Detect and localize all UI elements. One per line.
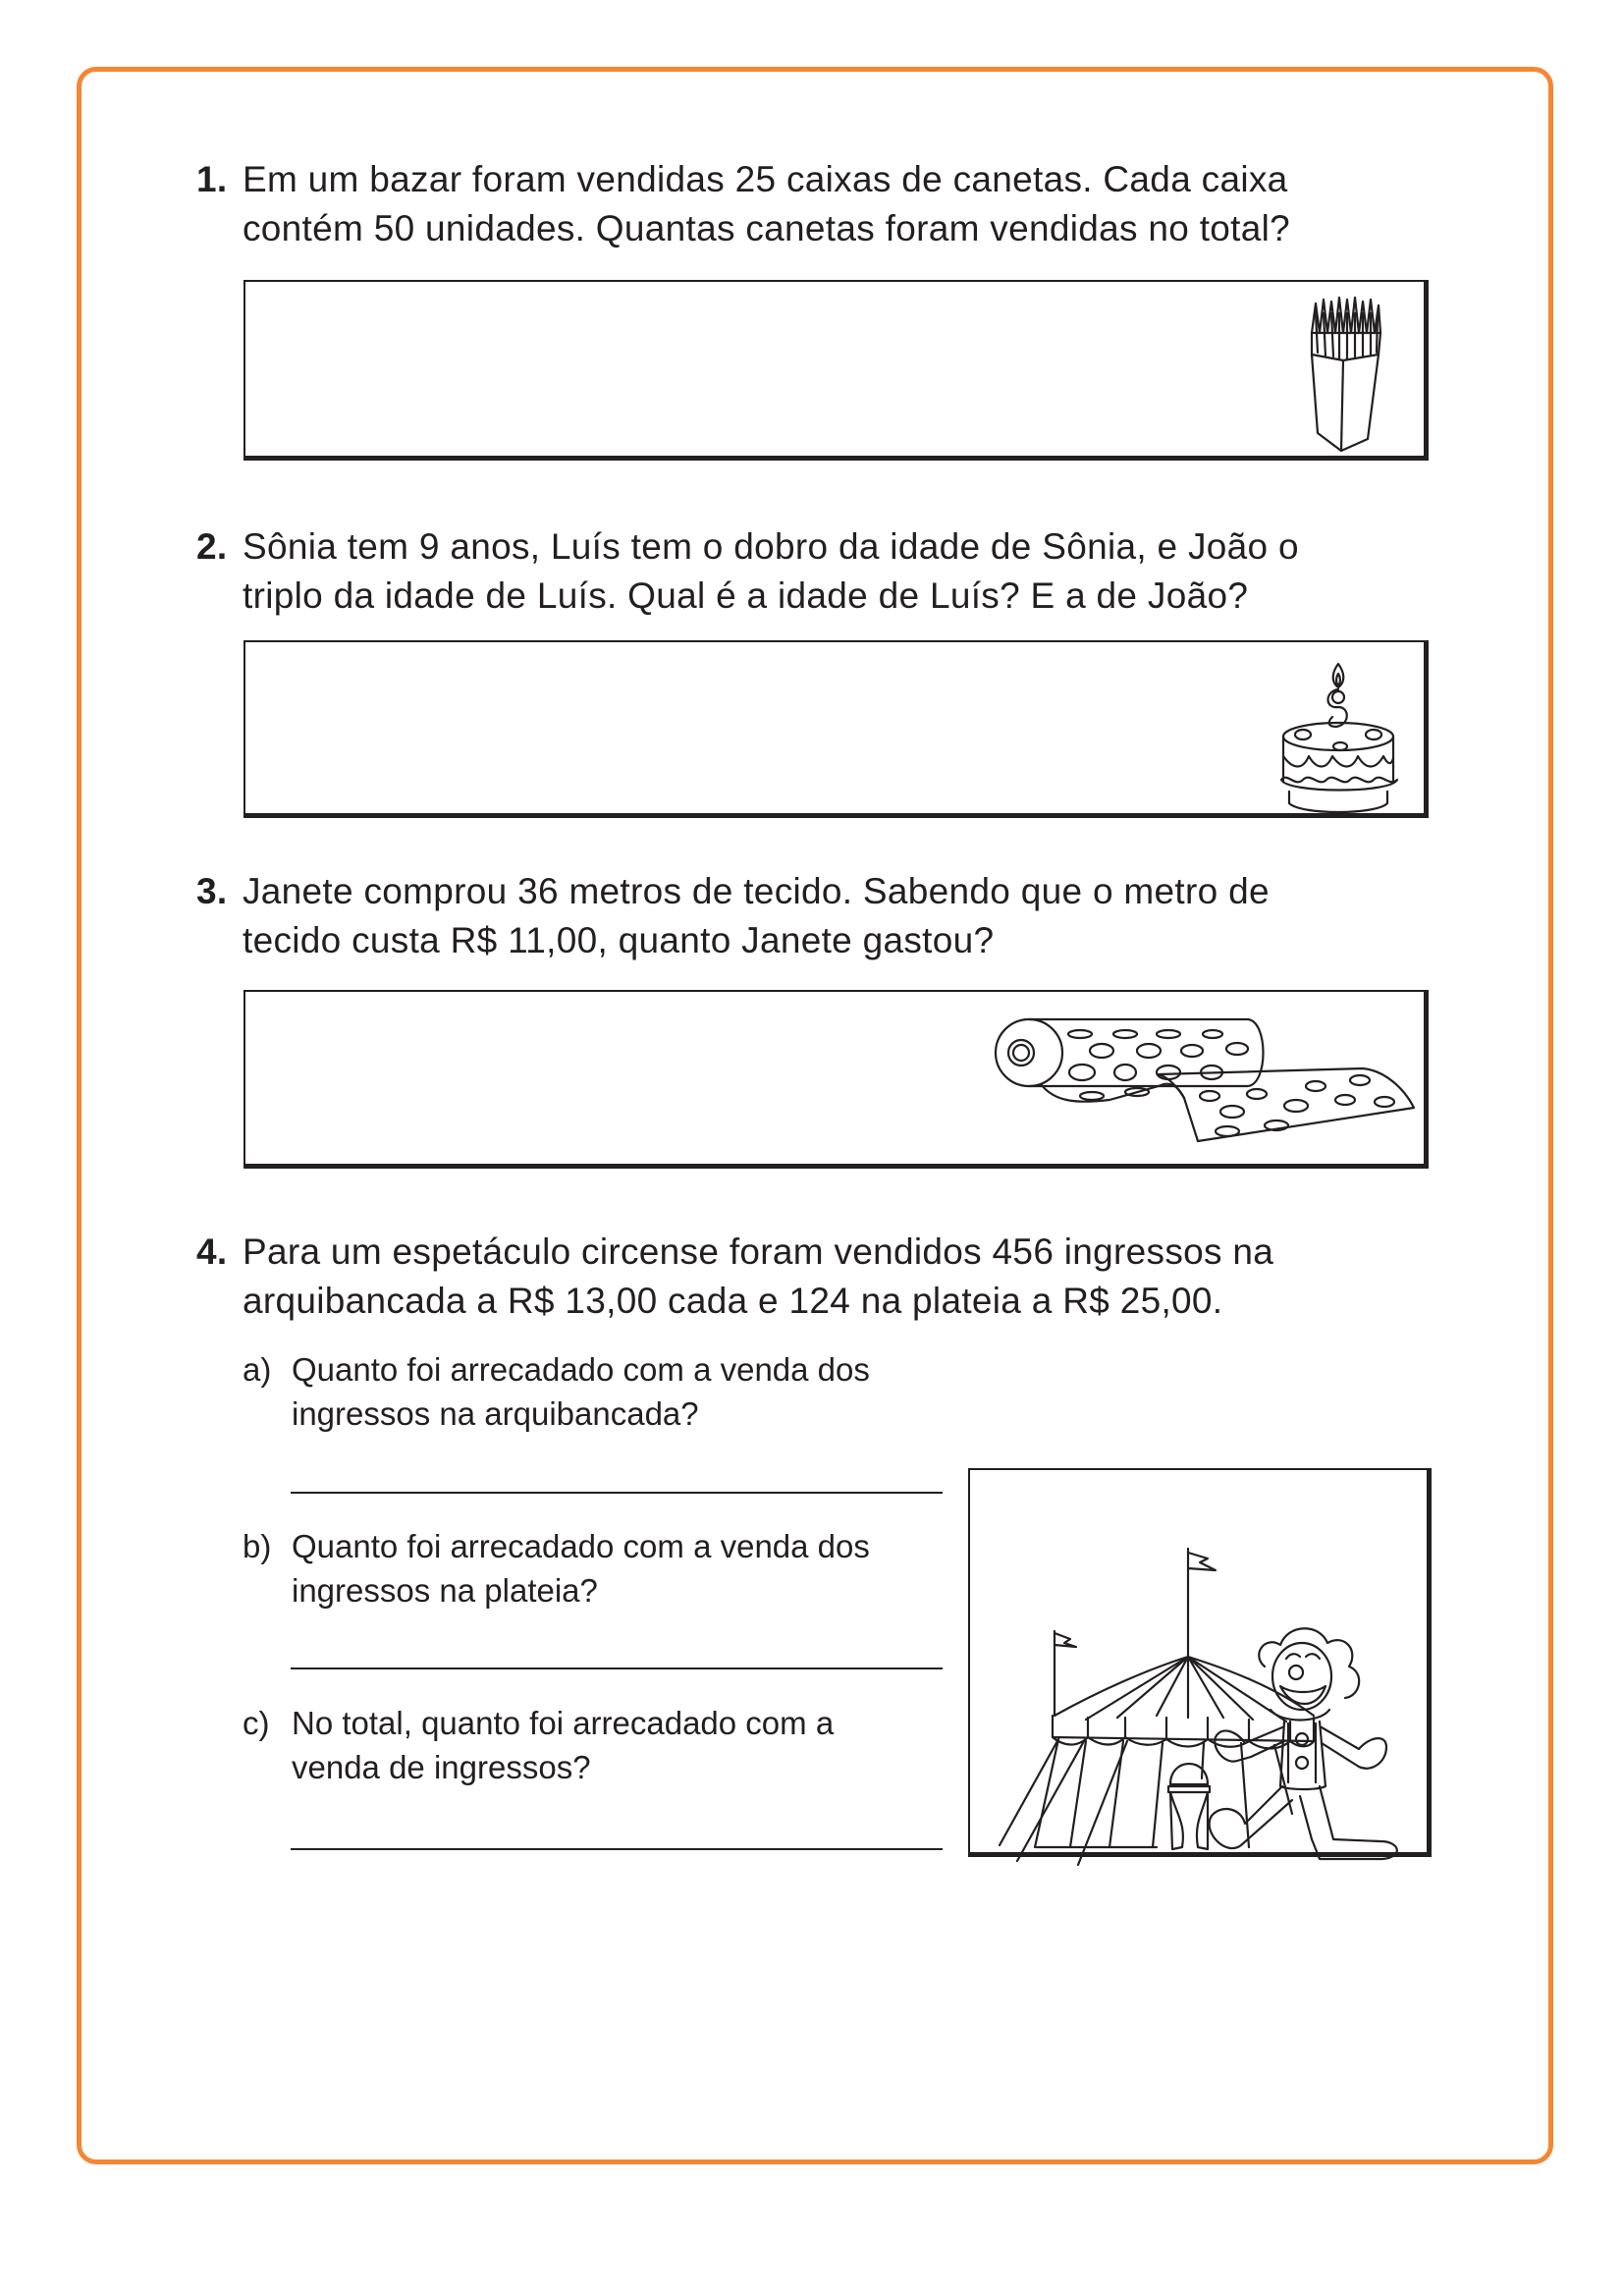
answer-line-b[interactable]: [291, 1667, 943, 1669]
subquestion-text-line: Quanto foi arrecadado com a venda dos: [292, 1528, 870, 1564]
pen-box-icon: [1304, 294, 1402, 451]
question-text-line: Janete comprou 36 metros de tecido. Sabendo que o metro de: [243, 871, 1270, 911]
subquestion-text-line: No total, quanto foi arrecadado com a: [292, 1705, 835, 1741]
subquestion-b: [243, 1524, 870, 1613]
question-text-line: triplo da idade de Luís. Qual é a idade de Luís? E a de João?: [243, 575, 1249, 616]
question-number: 2.: [196, 526, 228, 567]
question-3: [196, 867, 1270, 965]
answer-line-c[interactable]: [291, 1848, 943, 1850]
subquestion-label: a): [243, 1351, 272, 1388]
subquestion-text-line: Quanto foi arrecadado com a venda dos: [292, 1351, 870, 1388]
question-text-line: arquibancada a R$ 13,00 cada e 124 na plateia a R$ 25,00.: [243, 1281, 1223, 1321]
answer-box-1[interactable]: [243, 280, 1429, 461]
subquestion-c: [243, 1701, 834, 1789]
fabric-roll-icon: [992, 1010, 1424, 1152]
circus-illustration-box: [968, 1468, 1432, 1857]
question-2: [196, 522, 1299, 621]
subquestion-text-line: ingressos na arquibancada?: [292, 1395, 699, 1432]
answer-line-a[interactable]: [291, 1492, 943, 1494]
subquestion-text-line: venda de ingressos?: [292, 1749, 591, 1785]
question-text-line: Para um espetáculo circense foram vendidos 456 ingressos na: [243, 1231, 1274, 1272]
birthday-cake-icon: [1281, 646, 1399, 813]
question-text-line: contém 50 unidades. Quantas canetas foram vendidas no total?: [243, 208, 1291, 248]
circus-tent-clown-icon: [980, 1529, 1422, 1843]
subquestion-label: c): [243, 1705, 270, 1741]
subquestion-label: b): [243, 1528, 272, 1564]
subquestion-a: [243, 1347, 870, 1436]
question-4: [196, 1228, 1273, 1326]
question-text-line: Em um bazar foram vendidas 25 caixas de canetas. Cada caixa: [243, 159, 1288, 199]
subquestion-text-line: ingressos na plateia?: [292, 1572, 598, 1609]
question-number: 1.: [196, 159, 228, 199]
question-number: 4.: [196, 1231, 228, 1272]
answer-box-2[interactable]: [243, 640, 1429, 818]
answer-box-3[interactable]: [243, 990, 1429, 1169]
question-1: [196, 155, 1290, 253]
question-number: 3.: [196, 871, 228, 911]
question-text-line: tecido custa R$ 11,00, quanto Janete gastou?: [243, 920, 995, 960]
question-text-line: Sônia tem 9 anos, Luís tem o dobro da idade de Sônia, e João o: [243, 526, 1299, 567]
